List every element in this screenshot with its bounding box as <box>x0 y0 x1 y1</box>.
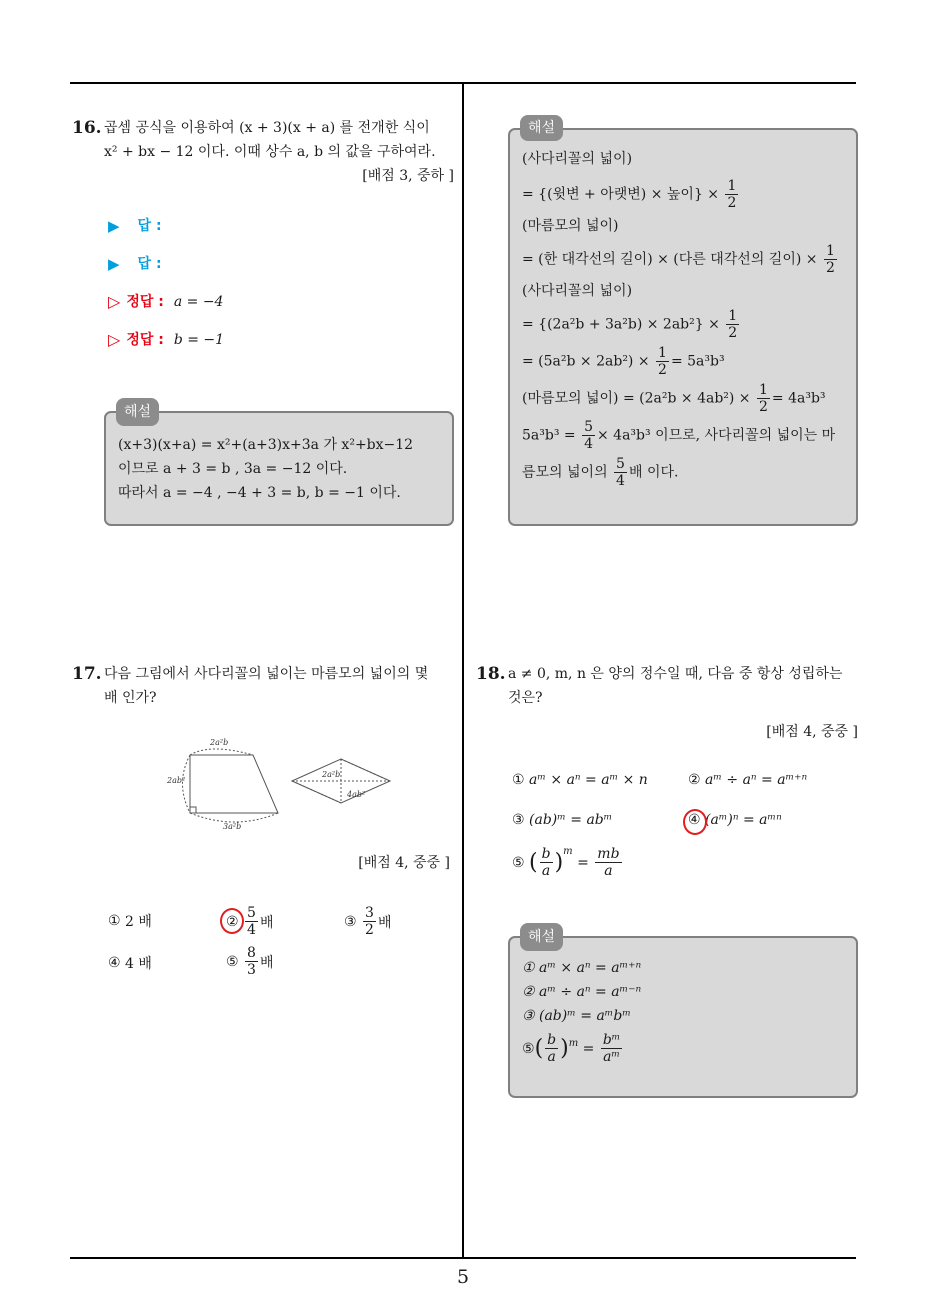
choice-mark: ④ <box>108 955 121 971</box>
answer-label: 답 : <box>137 256 162 272</box>
choice-mark: ⑤ <box>512 854 525 871</box>
choice-3[interactable] <box>512 812 612 828</box>
choice-text: aᵐ ÷ aⁿ = aᵐ⁺ⁿ <box>705 772 808 788</box>
numerator: mb <box>597 846 620 862</box>
choice-3[interactable] <box>344 905 391 938</box>
fraction <box>757 382 770 415</box>
label-left: 2ab² <box>167 776 186 785</box>
choice-5[interactable]: ⑤ ( $\frac{b}{a}$ ) $^m$ = $\frac{mb}{a}$ <box>512 846 620 879</box>
choice-4[interactable] <box>108 953 152 973</box>
choices-17 <box>108 905 448 985</box>
explanation-line: (마름모의 넓이) <box>522 218 619 234</box>
choice-text: 배 <box>259 914 274 931</box>
numerator: 1 <box>759 382 768 398</box>
question-text-line2: 배 인가? <box>104 690 157 706</box>
denominator: 4 <box>247 922 256 938</box>
choice-5[interactable] <box>226 945 273 978</box>
explanation-box-16 <box>104 404 454 526</box>
explanation-line-frac <box>522 243 844 276</box>
fraction <box>595 846 621 879</box>
explanation-text: 배 이다. <box>628 464 679 481</box>
explanation-text: × 4a³b³ 이므로, 사다리꼴의 넓이는 마 <box>597 427 836 444</box>
numerator: bᵐ <box>602 1032 621 1048</box>
points-label: [배점 4, 중중 ] <box>358 855 450 871</box>
label-top: 2a²b <box>210 738 229 747</box>
answer-row[interactable] <box>108 207 448 245</box>
correct-answer-row <box>108 283 448 321</box>
choice-text: 배 <box>377 914 392 931</box>
denominator: 2 <box>727 195 737 211</box>
question-number: 17. <box>72 664 102 684</box>
page-number: 5 <box>456 1266 470 1288</box>
explanation-box-17 <box>508 120 858 526</box>
denominator: 2 <box>728 325 738 341</box>
numerator: 8 <box>247 945 256 961</box>
choice-text: 2 배 <box>125 914 152 930</box>
exponent: m <box>563 846 573 857</box>
fraction <box>582 419 595 452</box>
correct-answer-value: b = −1 <box>173 332 225 348</box>
points-label: [배점 4, 중중 ] <box>766 724 858 740</box>
explanation-text: (마름모의 넓이) = (2a²b × 4ab²) × <box>522 390 755 407</box>
fraction <box>601 1032 623 1065</box>
explanation-line-frac <box>522 178 844 211</box>
fraction <box>656 345 669 378</box>
explanation-line-frac <box>522 456 844 489</box>
explanation-line-frac <box>522 419 844 452</box>
bottom-rule <box>70 1257 856 1259</box>
correct-label: 정답 : <box>126 294 164 310</box>
choice-mark: ① <box>512 772 525 788</box>
explanation-line: 따라서 a = −4 , −4 + 3 = b, b = −1 이다. <box>118 485 401 501</box>
explanation-line-frac <box>522 345 844 378</box>
denominator: a <box>541 863 551 879</box>
fraction <box>245 945 258 978</box>
numerator: 1 <box>825 243 835 259</box>
explanation-line: (x+3)(x+a) = x²+(a+3)x+3a 가 x²+bx−12 <box>118 437 414 453</box>
choice-mark: ② <box>688 772 701 788</box>
choice-1[interactable] <box>512 772 648 788</box>
outline-triangle-icon: ▷ <box>108 330 121 349</box>
question-text-line1: 다음 그림에서 사다리꼴의 넓이는 마름모의 넓이의 몇 <box>104 666 429 682</box>
explanation-text: ⑤ <box>522 1040 535 1057</box>
question-number: 18. <box>476 664 506 684</box>
choice-mark: ① <box>108 913 121 929</box>
selected-answer-mark <box>220 908 244 934</box>
explanation-text: = 4a³b³ <box>771 390 826 407</box>
explanation-line: ② aᵐ ÷ aⁿ = aᵐ⁻ⁿ <box>522 984 642 1000</box>
correct-label: 정답 : <box>126 332 164 348</box>
numerator: b <box>547 1032 557 1048</box>
numerator: 1 <box>658 345 667 361</box>
choice-mark: ② <box>226 913 239 930</box>
question-text-line2: 것은? <box>508 690 543 706</box>
fraction <box>726 308 739 341</box>
explanation-text: = (5a²b × 2ab²) × <box>522 353 655 370</box>
question-text-line2: x² + bx − 12 이다. 이때 상수 a, b 의 값을 구하여라. <box>104 144 436 160</box>
explanation-line-frac: ⑤ ( $\frac{b}{a}$ ) $^m$ = $\frac{\text{bᵐ}}{\text{aᵐ}}$ <box>522 1032 621 1065</box>
rhombus <box>292 759 390 803</box>
choice-mark: ③ <box>512 812 525 828</box>
correct-answer-value: a = −4 <box>173 294 224 310</box>
play-icon: ▶ <box>108 217 120 235</box>
selected-answer-mark <box>683 809 707 835</box>
choice-2[interactable] <box>688 772 807 788</box>
fraction <box>245 905 258 938</box>
trapezoid-rhombus-figure <box>165 733 400 833</box>
denominator: 3 <box>247 962 256 978</box>
label-rhombus-right: 4ab² <box>347 790 366 799</box>
explanation-tag: 해설 <box>520 115 563 141</box>
explanation-tag: 해설 <box>520 923 563 951</box>
label-bottom: 3a²b <box>223 822 242 831</box>
choice-mark: ④ <box>688 812 701 828</box>
numerator: 1 <box>728 308 738 324</box>
explanation-box-18 <box>508 929 858 1098</box>
denominator: 2 <box>825 260 835 276</box>
explanation-line: (사다리꼴의 넓이) <box>522 151 633 167</box>
explanation-text: 름모의 넓이의 <box>522 464 613 481</box>
explanation-tag: 해설 <box>116 398 159 426</box>
fraction <box>363 905 376 938</box>
choice-text: aᵐ × aⁿ = aᵐ × n <box>529 772 648 788</box>
explanation-line-frac <box>522 382 844 415</box>
center-divider <box>462 84 464 1258</box>
numerator: b <box>541 846 551 862</box>
question-text-line1: 곱셈 공식을 이용하여 (x + 3)(x + a) 를 전개한 식이 <box>104 120 430 136</box>
fraction <box>725 178 738 211</box>
denominator: 4 <box>584 436 593 452</box>
exponent: m <box>568 1038 579 1049</box>
denominator: 2 <box>658 362 667 378</box>
numerator: 1 <box>727 178 737 194</box>
answer-label: 답 : <box>137 218 162 234</box>
explanation-text: = {(2a²b + 3a²b) × 2ab²} × <box>522 316 725 333</box>
explanation-line: (사다리꼴의 넓이) <box>522 283 633 299</box>
numerator: 5 <box>584 419 593 435</box>
correct-answer-row <box>108 321 448 359</box>
outline-triangle-icon: ▷ <box>108 292 121 311</box>
fraction <box>824 243 837 276</box>
choice-mark: ⑤ <box>226 953 239 970</box>
explanation-text: = {(윗변 + 아랫변) × 높이} × <box>522 186 724 203</box>
question-text-line1: a ≠ 0, m, n 은 양의 정수일 때, 다음 중 항상 성립하는 <box>508 666 843 682</box>
question-17 <box>72 662 454 710</box>
fraction <box>545 1032 558 1065</box>
explanation-line: ③ (ab)ᵐ = aᵐbᵐ <box>522 1008 631 1024</box>
answer-row[interactable] <box>108 245 448 283</box>
explanation-line: 이므로 a + 3 = b , 3a = −12 이다. <box>118 461 348 477</box>
numerator: 5 <box>616 456 625 472</box>
choice-text: 4 배 <box>125 956 152 972</box>
choice-mark: ③ <box>344 913 357 930</box>
points-label: [배점 3, 중하 ] <box>362 168 454 184</box>
denominator: 4 <box>616 473 625 489</box>
question-16 <box>72 116 454 188</box>
denominator: a <box>547 1049 556 1065</box>
numerator: 5 <box>247 905 256 921</box>
choices-18 <box>512 770 857 890</box>
explanation-text: 5a³b³ = <box>522 427 581 444</box>
numerator: 3 <box>365 905 374 921</box>
choice-text: 배 <box>259 954 274 971</box>
question-18 <box>476 662 858 744</box>
answer-area-16 <box>108 207 448 359</box>
denominator: 2 <box>759 399 768 415</box>
play-icon: ▶ <box>108 255 120 273</box>
label-rhombus-top: 2a²b <box>322 770 341 779</box>
explanation-line: ① aᵐ × aⁿ = aᵐ⁺ⁿ <box>522 960 642 976</box>
trapezoid <box>183 749 279 822</box>
denominator: a <box>604 863 613 879</box>
explanation-text: = (한 대각선의 길이) × (다른 대각선의 길이) × <box>522 251 822 268</box>
denominator: 2 <box>365 922 374 938</box>
choice-1[interactable] <box>108 911 152 931</box>
choice-text: (ab)ᵐ = abᵐ <box>529 812 613 828</box>
explanation-line-frac <box>522 308 844 341</box>
question-number: 16. <box>72 118 102 138</box>
denominator: aᵐ <box>603 1049 621 1065</box>
fraction <box>614 456 627 489</box>
choice-text: (aᵐ)ⁿ = aᵐⁿ <box>705 812 782 828</box>
fraction <box>540 846 553 879</box>
explanation-text: = 5a³b³ <box>670 353 725 370</box>
